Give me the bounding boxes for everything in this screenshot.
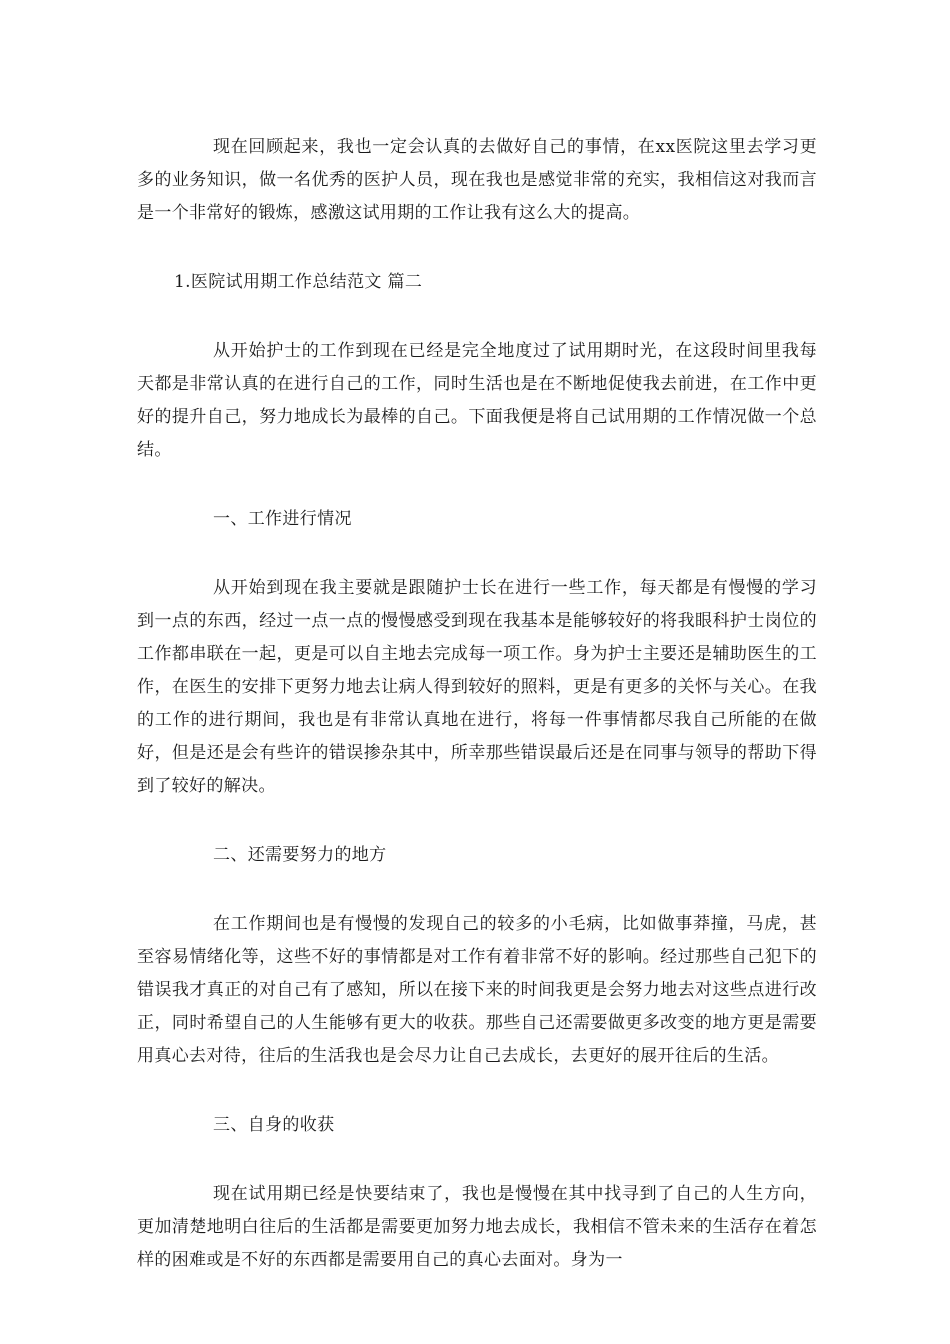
paragraph-improvement-areas: 在工作期间也是有慢慢的发现自己的较多的小毛病，比如做事莽撞，马虎，甚至容易情绪化等，这些不好的事情都是对工作有着非常不好的影响。经过那些自己犯下的错误我才真正的对自己有了感知，所以在接下来的时间我更是会努力地去对这些点进行改正，同时希望自己的人生能够有更大的收获。那些自己还需要做更多改变的地方更是需要用真心去对待，往后的生活我也是会尽力让自己去成长，去更好的展开往后的生活。 [137, 914, 817, 1066]
paragraph-work-progress: 从开始到现在我主要就是跟随护士长在进行一些工作，每天都是有慢慢的学习到一点的东西，经过一点一点的慢慢感受到现在我基本是能够较好的将我眼科护士岗位的工作都串联在一起，更是可以自主地去完成每一项工作。身为护士主要还是辅助医生的工作，在医生的安排下更努力地去让病人得到较好的照料，更是有更多的关怀与关心。在我的工作的进行期间，我也是有非常认真地在进行，将每一件事情都尽我自己所能的在做好，但是还是会有些许的错误掺杂其中，所幸那些错误最后还是在同事与领导的帮助下得到了较好的解决。 [137, 578, 817, 796]
paragraph-intro-conclusion: 现在回顾起来，我也一定会认真的去做好自己的事情，在xx医院这里去学习更多的业务知识，做一名优秀的医护人员，现在我也是感觉非常的充实，我相信这对我而言是一个非常好的锻炼，感激这试用期的工作让我有这么大的提高。 [137, 137, 817, 223]
heading-personal-gains: 三、自身的收获 [213, 1115, 335, 1135]
heading-improvement-areas: 二、还需要努力的地方 [213, 845, 387, 865]
heading-work-progress: 一、工作进行情况 [213, 509, 352, 529]
document-page [137, 131, 817, 1277]
paragraph-personal-gains: 现在试用期已经是快要结束了，我也是慢慢在其中找寻到了自己的人生方向，更加清楚地明白往后的生活都是需要更加努力地去成长，我相信不管未来的生活存在着怎样的困难或是不好的东西都是需要用自己的真心去面对。身为一 [137, 1184, 817, 1270]
section-title-part-two: 1.医院试用期工作总结范文 篇二 [174, 272, 423, 292]
paragraph-overview: 从开始护士的工作到现在已经是完全地度过了试用期时光，在这段时间里我每天都是非常认真的在进行自己的工作，同时生活也是在不断地促使我去前进，在工作中更好的提升自己，努力地成长为最棒的自己。下面我便是将自己试用期的工作情况做一个总结。 [137, 341, 817, 460]
